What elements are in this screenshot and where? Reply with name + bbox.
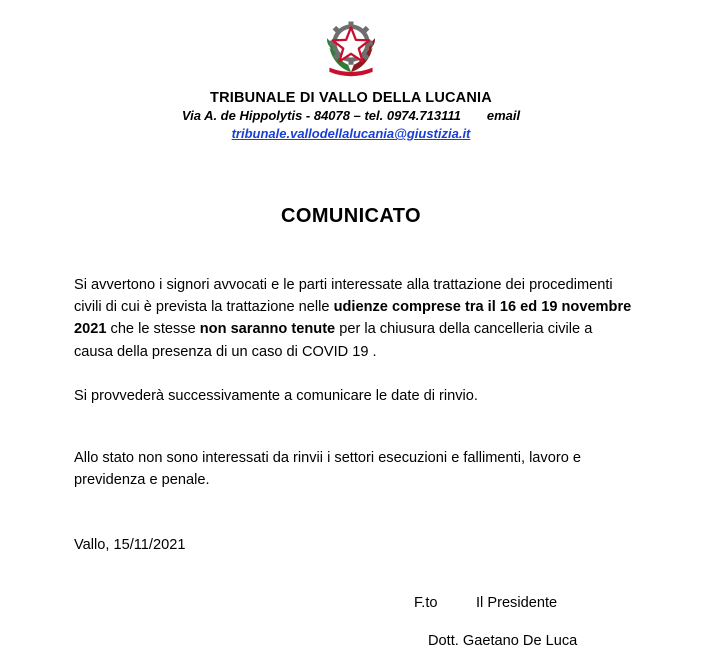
paragraph-1-text-3: per la chiusura della cancelleria civile a causa della presenza di un caso di COVID 19 . (74, 321, 593, 360)
court-name: TRIBUNALE DI VALLO DELLA LUCANIA (210, 90, 492, 106)
signature-name: Dott. Gaetano De Luca (428, 633, 578, 649)
court-address-line (28, 108, 674, 125)
emblem-container (28, 0, 674, 87)
signature-role: Il Presidente (476, 595, 558, 612)
email-label: email (486, 108, 521, 124)
paragraph-1 (74, 274, 632, 363)
document-body (28, 274, 674, 491)
signature-block (28, 595, 674, 649)
signature-fto: F.to (414, 595, 438, 612)
paragraph-1-text-1: Si avvertono i signori avvocati e le parti interessate alla trattazione dei procedimenti civili di cui è prevista la trattazione nelle (74, 277, 613, 316)
date-line: Vallo, 15/11/2021 (74, 537, 186, 554)
paragraph-1-bold-1: udienze comprese tra il 16 ed 19 novembre 2021 (74, 299, 632, 338)
paragraph-2: Si provvederà successivamente a comunicare le date di rinvio. (74, 387, 478, 404)
paragraph-1-text-2: che le stesse (106, 321, 200, 338)
court-address: Via A. de Hippolytis - 84078 – tel. 0974.713111 (181, 108, 461, 124)
court-email-link[interactable]: tribunale.vallodellalucania@giustizia.it (231, 126, 471, 142)
letterhead (28, 89, 674, 143)
page-title: COMUNICATO (281, 205, 421, 228)
paragraph-3: Allo stato non sono interessati da rinvii i settori esecuzioni e fallimenti, lavoro e previdenza e penale. (74, 449, 581, 489)
paragraph-1-bold-2: non saranno tenute (199, 321, 336, 338)
italian-republic-emblem-icon (315, 10, 387, 82)
